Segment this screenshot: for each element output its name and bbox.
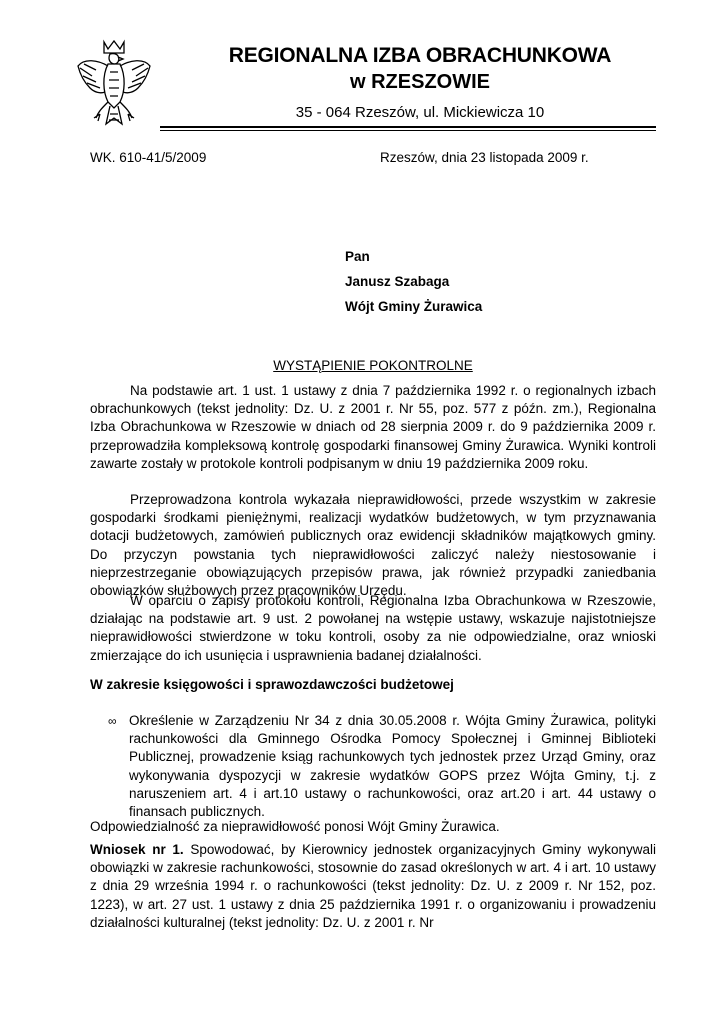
motion-label: Wniosek nr 1.: [90, 842, 184, 857]
motion-1: [90, 841, 656, 932]
addressee-position: Wójt Gminy Żurawica: [345, 299, 483, 314]
document-title: WYSTĄPIENIE POKONTROLNE: [273, 358, 473, 373]
institution-name: REGIONALNA IZBA OBRACHUNKOWA: [228, 44, 612, 67]
header-divider-thin: [160, 130, 656, 131]
paragraph-1: Na podstawie art. 1 ust. 1 ustawy z dnia 7 października 1992 r. o regionalnych izbach obrachunkowych (tekst jednolity: Dz. U. z 2001 r. Nr 55, poz. 577 z późn. zm.), Regionalna Izba Obrachunkowa w Rzeszowie w dniach od 28 sierpnia 2009 r. do 9 października 2009 r. przeprowadziła kompleksową kontrolę gospodarki finansowej Gminy Żurawica. Wyniki kontroli zawarte zostały w protokole kontroli podpisanym w dniu 19 października 2009 roku.: [90, 383, 656, 471]
motion-text: Spowodować, by Kierownicy jednostek organizacyjnych Gminy wykonywali obowiązki w zakresie rachunkowości, stosownie do zasad określonych w art. 4 i art. 10 ustawy z dnia 29 września 1994 r. o rachunkowości (tekst jednolity: Dz. U. z 2009 r. Nr 152, poz. 1223), w art. 27 ust. 1 ustawy z dnia 25 października 1991 r. o organizowaniu i prowadzeniu działalności kulturalnej (tekst jednolity: Dz. U. z 2001 r. Nr: [90, 842, 656, 930]
addressee-name: Janusz Szabaga: [345, 274, 450, 289]
institution-city: w RZESZOWIE: [350, 71, 490, 93]
addressee-block: [345, 248, 482, 323]
addressee-salutation: Pan: [345, 249, 370, 264]
infinity-bullet-icon: ∞: [108, 714, 117, 728]
responsibility-text: Odpowiedzialność za nieprawidłowość ponosi Wójt Gminy Żurawica.: [90, 819, 500, 834]
document-title-wrap: [90, 358, 656, 373]
header-divider: [160, 126, 656, 128]
place-date: Rzeszów, dnia 23 listopada 2009 r.: [380, 150, 589, 165]
paragraph-3: W oparciu o zapisy protokołu kontroli, Regionalna Izba Obrachunkowa w Rzeszowie, działając na podstawie art. 9 ust. 2 powołanej na wstępie ustawy, wskazuje najistotniejsze nieprawidłowości stwierdzone w toku kontroli, osoby za nie odpowiedzialne, oraz wnioski zmierzające do ich usunięcia i usprawnienia badanej działalności.: [90, 593, 656, 663]
institution-address: 35 - 064 Rzeszów, ul. Mickiewicza 10: [295, 104, 545, 121]
section-title: W zakresie księgowości i sprawozdawczości budżetowej: [90, 677, 454, 692]
bullet-text: Określenie w Zarządzeniu Nr 34 z dnia 30.05.2008 r. Wójta Gminy Żurawica, polityki rachunkowości dla Gminnego Ośrodka Pomocy Społecznej i Gminnej Biblioteki Publicznej, prowadzenie ksiąg rachunkowych tych jednostek przez Urząd Gminy, oraz wykonywania dyspozycji w zakresie wydatków GOPS przez Wójta Gminy, t.j. z naruszeniem art. 4 i art.10 ustawy o rachunkowości, oraz art.20 i art. 44 ustawy o finansach publicznych.: [129, 713, 656, 820]
paragraph-2: Przeprowadzona kontrola wykazała nieprawidłowości, przede wszystkim w zakresie gospodarki środkami pieniężnymi, realizacji wydatków budżetowych, w tym przyznawania dotacji budżetowych, zamówień publicznych oraz ewidencji składników majątkowych gminy. Do przyczyn powstania tych nieprawidłowości zaliczyć należy niestosowanie i nieprzestrzeganie obowiązujących przepisów prawa, jak również przypadki zaniedbania obowiązków służbowych przez pracowników Urzędu.: [90, 492, 656, 599]
polish-eagle-emblem-icon: [72, 36, 156, 132]
reference-number: WK. 610-41/5/2009: [90, 150, 207, 165]
